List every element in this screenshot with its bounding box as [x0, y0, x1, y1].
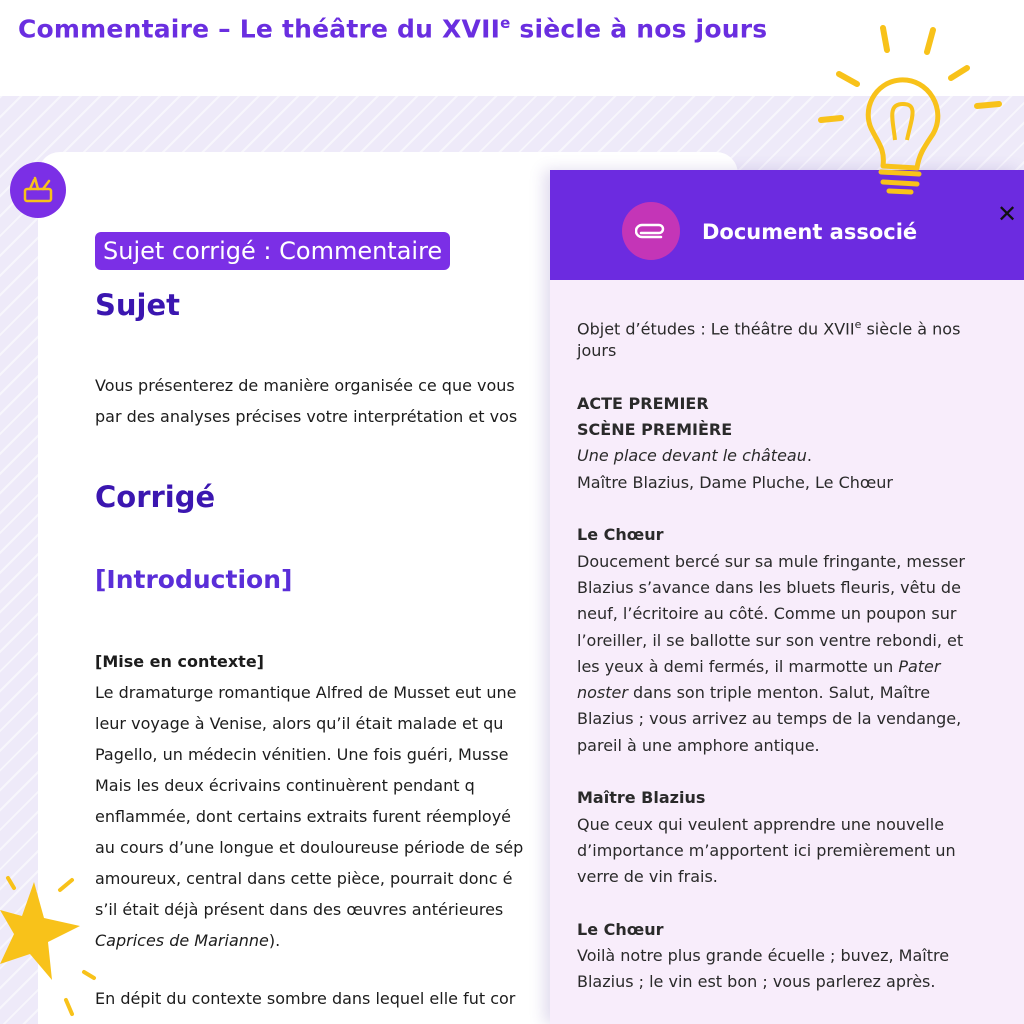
text-line: Caprices de Marianne). [95, 931, 281, 950]
speaker-name: Le Chœur [577, 919, 664, 939]
sujet-heading: Sujet [95, 288, 181, 322]
text-line: amoureux, central dans cette pièce, pourrait donc é [95, 869, 513, 888]
objet-line: jours [577, 341, 617, 361]
panel-body [577, 312, 1007, 996]
panel-title: Document associé [702, 220, 918, 244]
objet-line: Objet d’études : Le théâtre du XVIIe siècle à nos [577, 318, 961, 339]
speech-line: Blazius ; le vin est bon ; vous parlerez après. [577, 972, 936, 992]
context-label: [Mise en contexte] [95, 652, 264, 671]
speech-line: Voilà notre plus grande écuelle ; buvez, Maître [577, 946, 950, 966]
text-line: Mais les deux écrivains continuèrent pendant q [95, 776, 475, 795]
page-title: Commentaire – Le théâtre du XVIIe siècle à nos jours [18, 14, 768, 44]
speech-line: Blazius ; vous arrivez au temps de la vendange, [577, 709, 962, 729]
act-title: ACTE PREMIER [577, 393, 709, 413]
close-button[interactable]: ✕ [996, 200, 1018, 228]
text-line: enflammée, dont certains extraits furent réemployé [95, 807, 512, 826]
star-icon [0, 860, 100, 1024]
article-tag: Sujet corrigé : Commentaire [95, 232, 450, 270]
introduction-heading: [Introduction] [95, 565, 293, 594]
speech-line: verre de vin frais. [577, 867, 718, 887]
paperclip-icon [622, 202, 680, 260]
characters-line: Maître Blazius, Dame Pluche, Le Chœur [577, 472, 893, 492]
text-line: par des analyses précises votre interprétation et vos [95, 407, 518, 426]
text-line: leur voyage à Venise, alors qu’il était malade et qu [95, 714, 504, 733]
sujet-paragraph [95, 370, 550, 432]
speech-line: l’oreiller, il se ballotte sur son ventre rebondi, et [577, 630, 964, 650]
speech-line: Blazius s’avance dans les bluets fleuris, vêtu de [577, 577, 961, 597]
speaker-name: Maître Blazius [577, 788, 706, 808]
context-paragraph [95, 646, 550, 956]
text-line: Pagello, un médecin vénitien. Une fois guéri, Musse [95, 745, 509, 764]
text-line: Vous présenterez de manière organisée ce que vous [95, 376, 515, 395]
stage-direction: Une place devant le château. [577, 446, 812, 466]
text-line: au cours d’une longue et douloureuse période de sép [95, 838, 524, 857]
speech-line: d’importance m’apportent ici premièrement un [577, 840, 956, 860]
speech-line: noster dans son triple menton. Salut, Maître [577, 683, 931, 703]
work-title: Caprices de Marianne [95, 931, 269, 950]
pencil-box-icon [10, 162, 66, 218]
corrige-heading: Corrigé [95, 480, 216, 514]
speaker-name: Le Chœur [577, 525, 664, 545]
text-line: En dépit du contexte sombre dans lequel elle fut cor [95, 989, 516, 1008]
speech-line: neuf, l’écritoire au côté. Comme un poupon sur [577, 604, 957, 624]
last-paragraph [95, 983, 550, 1014]
speech-line: Doucement bercé sur sa mule fringante, messer [577, 551, 965, 571]
speech-line: Que ceux qui veulent apprendre une nouvelle [577, 814, 945, 834]
speech-line: les yeux à demi fermés, il marmotte un Pater [577, 656, 941, 676]
text-line: s’il était déjà présent dans des œuvres antérieures [95, 900, 504, 919]
associated-document-panel [550, 170, 1024, 1024]
scene-title: SCÈNE PREMIÈRE [577, 420, 733, 440]
lightbulb-icon [815, 20, 1015, 200]
speech-line: pareil à une amphore antique. [577, 735, 820, 755]
text-line: Le dramaturge romantique Alfred de Musset eut une [95, 683, 517, 702]
